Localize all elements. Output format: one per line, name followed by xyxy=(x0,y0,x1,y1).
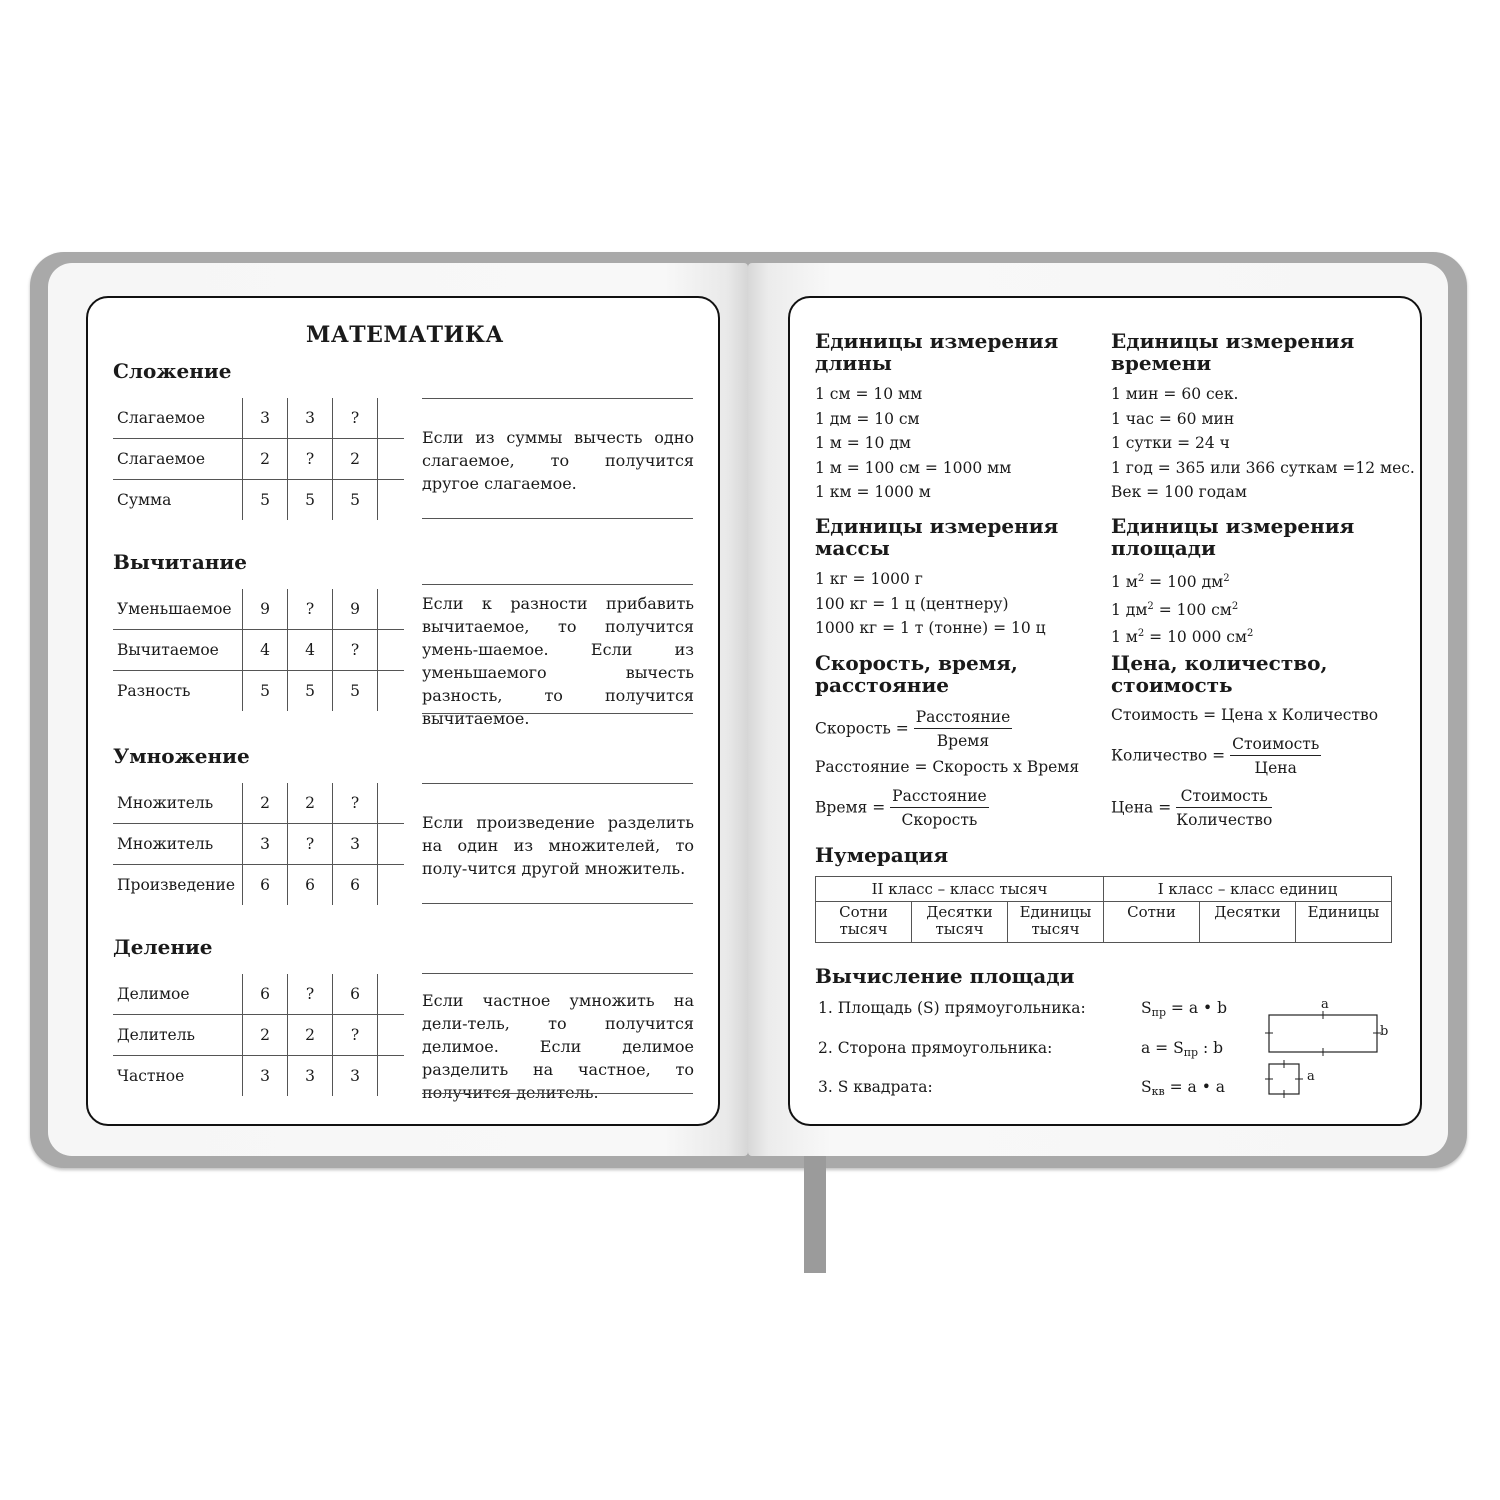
cell: 6 xyxy=(243,865,288,906)
table-row xyxy=(113,974,404,1015)
area-calc-formula-2 xyxy=(1141,1039,1223,1059)
formula-lhs: Скорость = xyxy=(815,719,909,738)
list-item: 1 дм = 10 см xyxy=(815,409,920,428)
cell-line: Единицы xyxy=(1019,903,1092,921)
cell: 3 xyxy=(243,824,288,865)
cell: 3 xyxy=(333,824,378,865)
cell-line: тысяч xyxy=(935,920,984,938)
superscript: 2 xyxy=(1147,600,1154,612)
fraction xyxy=(914,706,1013,753)
cell: 2 xyxy=(243,439,288,480)
heading-time-units xyxy=(1111,330,1354,374)
list-item: 1 м = 10 дм xyxy=(815,434,911,452)
cell: 9 xyxy=(243,589,288,630)
formula-cost: Стоимость = Цена х Количество xyxy=(1111,706,1379,724)
text: S xyxy=(1141,999,1152,1017)
formula-lhs: Количество = xyxy=(1111,746,1226,765)
heading-area-units xyxy=(1111,515,1354,559)
fraction xyxy=(1176,785,1272,832)
cell-empty xyxy=(378,783,405,824)
list-item: 1000 кг = 1 т (тонне) = 10 ц xyxy=(815,619,1046,637)
cell: 3 xyxy=(243,1056,288,1097)
cell: 2 xyxy=(288,783,333,824)
heading-length-units xyxy=(815,330,1058,374)
row-label: Слагаемое xyxy=(117,409,206,427)
division-table xyxy=(113,974,404,1096)
subtraction-table xyxy=(113,589,404,711)
cell-line: тысяч xyxy=(839,920,888,938)
formula-distance: Расстояние = Скорость х Время xyxy=(815,758,1080,776)
table-row xyxy=(113,398,404,439)
list-item: 1 см = 10 мм xyxy=(815,385,923,403)
cell: 3 xyxy=(243,398,288,439)
mass-units-list xyxy=(815,567,1046,641)
text: = 100 дм xyxy=(1144,573,1224,591)
cell-line: Единицы xyxy=(1307,903,1380,921)
table-row xyxy=(113,630,404,671)
rule-line-bottom xyxy=(422,903,693,904)
list-item: 1 год = 365 или 366 суткам =12 мес. xyxy=(1111,458,1415,477)
heading-line: Единицы измерения xyxy=(1111,329,1355,353)
rule-text-subtraction: Если к разности прибавить вычитаемое, то получится умень-шаемое. Если из уменьшаемого вычесть разность, то получится вычитаемое. xyxy=(422,594,694,728)
heading-mass-units xyxy=(815,515,1058,559)
rule-line-top xyxy=(422,398,693,399)
cell: 6 xyxy=(243,974,288,1015)
cell: ? xyxy=(333,398,378,439)
heading-line: Цена, количество, xyxy=(1111,651,1328,675)
superscript: 2 xyxy=(1223,573,1230,584)
text: : b xyxy=(1198,1039,1224,1057)
formula-time xyxy=(815,785,989,832)
row-label: Уменьшаемое xyxy=(117,600,232,618)
list-item: 1 мин = 60 сек. xyxy=(1111,385,1239,403)
list-item: 1 м = 100 см = 1000 мм xyxy=(815,458,1012,477)
denominator: Количество xyxy=(1176,811,1273,829)
cell: 2 xyxy=(333,439,378,480)
addition-table xyxy=(113,398,404,520)
area-diagrams xyxy=(1262,998,1402,1098)
cell: 5 xyxy=(288,480,333,521)
row-label: Слагаемое xyxy=(113,439,243,480)
heading-speed xyxy=(815,652,1018,696)
cell: 5 xyxy=(288,671,333,712)
formula-quantity xyxy=(1111,733,1321,780)
cell: ? xyxy=(333,1015,378,1056)
cell-empty xyxy=(378,824,405,865)
section-heading-addition: Сложение xyxy=(113,359,232,383)
diagram-label-b: b xyxy=(1380,1024,1389,1039)
cell: 9 xyxy=(333,589,378,630)
table-row xyxy=(113,589,404,630)
rule-text-addition: Если из суммы вычесть одно слагаемое, то получится другое слагаемое. xyxy=(422,428,694,493)
cell-line: Десятки xyxy=(926,903,993,921)
cell: 4 xyxy=(288,630,333,671)
cell-empty xyxy=(378,630,405,671)
heading-line: площади xyxy=(1111,536,1216,560)
cell: 3 xyxy=(288,398,333,439)
numerator: Стоимость xyxy=(1230,733,1321,756)
text: 1 м xyxy=(1111,573,1138,591)
text: = 10 000 см xyxy=(1144,628,1247,646)
rule-line-top xyxy=(422,973,693,974)
table-row xyxy=(113,1056,404,1097)
superscript: 2 xyxy=(1231,600,1239,612)
heading-line: Единицы измерения xyxy=(1111,514,1355,538)
heading-line: времени xyxy=(1111,351,1212,375)
denominator: Цена xyxy=(1254,759,1297,777)
list-item: 1 км = 1000 м xyxy=(815,483,931,501)
cell xyxy=(1200,902,1296,943)
cell: ? xyxy=(288,974,333,1015)
subscript: пр xyxy=(1151,1006,1166,1019)
numerator: Расстояние xyxy=(890,785,989,808)
length-units-list xyxy=(815,382,1011,505)
rule-line-top xyxy=(422,584,693,585)
cell-line: Сотни xyxy=(839,903,888,921)
text: = a • a xyxy=(1164,1078,1226,1096)
cell: 5 xyxy=(243,480,288,521)
table-row xyxy=(816,902,1392,943)
heading-numeration: Нумерация xyxy=(815,843,949,867)
list-item: 1 час = 60 мин xyxy=(1111,409,1235,428)
cell-line: Десятки xyxy=(1214,903,1281,921)
cell-line: тысяч xyxy=(1031,920,1080,938)
list-item: 1 кг = 1000 г xyxy=(815,570,923,588)
table-row xyxy=(113,1015,404,1056)
table-row xyxy=(113,865,404,906)
heading-area-calc: Вычисление площади xyxy=(815,964,1075,988)
bookmark-ribbon xyxy=(804,1156,826,1273)
list-item xyxy=(1111,595,1253,623)
cell xyxy=(1104,902,1200,943)
diagram-label-square: a xyxy=(1307,1069,1315,1084)
cell xyxy=(816,902,912,943)
superscript: 2 xyxy=(1246,628,1254,639)
formula-lhs: Цена = xyxy=(1111,798,1172,817)
text: 1 дм xyxy=(1111,600,1148,619)
multiplication-table xyxy=(113,783,404,905)
rule-line-bottom xyxy=(422,713,693,714)
row-label: Вычитаемое xyxy=(113,630,243,671)
cell: ? xyxy=(333,630,378,671)
formula-lhs: Время = xyxy=(815,798,886,817)
rectangle-diagram xyxy=(1269,1015,1377,1052)
list-item xyxy=(1111,567,1253,595)
area-calc-formula-1 xyxy=(1141,999,1227,1019)
cell: 5 xyxy=(333,671,378,712)
heading-line: расстояние xyxy=(815,673,950,697)
section-heading-division: Деление xyxy=(113,935,213,959)
cell: 5 xyxy=(243,671,288,712)
area-calc-item-3: 3. S квадрата: xyxy=(818,1078,933,1096)
table-row xyxy=(113,480,404,521)
class-thousands: II класс – класс тысяч xyxy=(816,877,1104,902)
rule-text-division: Если частное умножить на дели-тель, то получится делимое. Если делимое разделить на частное, то получится делитель. xyxy=(422,991,694,1102)
cell: 6 xyxy=(288,865,333,906)
row-label: Делимое xyxy=(117,985,190,1003)
heading-line: Единицы измерения xyxy=(815,329,1059,353)
cell xyxy=(1296,902,1392,943)
text: 1 м xyxy=(1111,628,1138,646)
cell: 3 xyxy=(288,1056,333,1097)
text: a = S xyxy=(1141,1039,1184,1057)
table-row xyxy=(113,671,404,712)
cell: ? xyxy=(333,783,378,824)
list-item: Век = 100 годам xyxy=(1111,483,1247,501)
list-item: 1 сутки = 24 ч xyxy=(1111,434,1230,452)
cell-empty xyxy=(378,671,405,712)
cell-line: Сотни xyxy=(1127,903,1176,921)
row-label: Сумма xyxy=(113,480,243,521)
cell: 5 xyxy=(333,480,378,521)
cell-empty xyxy=(378,398,405,439)
cell: 6 xyxy=(333,865,378,906)
table-row xyxy=(113,783,404,824)
denominator: Время xyxy=(936,732,990,750)
list-item: 100 кг = 1 ц (центнеру) xyxy=(815,594,1009,613)
row-label: Множитель xyxy=(117,794,214,812)
area-calc-item-2: 2. Сторона прямоугольника: xyxy=(818,1039,1053,1057)
formula-speed xyxy=(815,706,1012,753)
cell-empty xyxy=(378,589,405,630)
heading-line: Скорость, время, xyxy=(815,651,1018,675)
cell-empty xyxy=(378,480,405,521)
cell: ? xyxy=(288,589,333,630)
table-row xyxy=(113,824,404,865)
cell xyxy=(912,902,1008,943)
heading-line: стоимость xyxy=(1111,673,1233,697)
cell: ? xyxy=(288,439,333,480)
table-row xyxy=(113,439,404,480)
superscript: 2 xyxy=(1137,573,1145,584)
denominator: Скорость xyxy=(901,811,978,829)
list-item xyxy=(1111,622,1253,650)
numeration-table xyxy=(815,876,1392,943)
area-units-list xyxy=(1111,567,1253,650)
subscript: пр xyxy=(1183,1046,1199,1059)
fraction xyxy=(1230,733,1321,780)
diagram-label-a: a xyxy=(1321,997,1329,1012)
numerator: Расстояние xyxy=(914,706,1013,729)
section-heading-subtraction: Вычитание xyxy=(113,550,247,574)
rule-line-top xyxy=(422,783,693,784)
superscript: 2 xyxy=(1137,628,1145,639)
square-diagram xyxy=(1269,1064,1299,1094)
heading-line: длины xyxy=(815,351,892,375)
heading-line: Единицы измерения xyxy=(815,514,1059,538)
section-heading-multiplication: Умножение xyxy=(113,744,250,768)
formula-price xyxy=(1111,785,1272,832)
row-label: Разность xyxy=(113,671,243,712)
cell: ? xyxy=(288,824,333,865)
area-calc-formula-3 xyxy=(1141,1078,1225,1098)
table-row xyxy=(816,877,1392,902)
numerator: Стоимость xyxy=(1176,785,1272,808)
cell: 4 xyxy=(243,630,288,671)
row-label: Частное xyxy=(113,1056,243,1097)
text: = a • b xyxy=(1166,999,1228,1017)
heading-price xyxy=(1111,652,1327,696)
heading-line: массы xyxy=(815,536,890,560)
text: S xyxy=(1141,1078,1152,1096)
cell-empty xyxy=(378,974,405,1015)
class-units: I класс – класс единиц xyxy=(1104,877,1392,902)
cell-empty xyxy=(378,439,405,480)
cell: 3 xyxy=(333,1056,378,1097)
row-label: Множитель xyxy=(113,824,243,865)
cell: 2 xyxy=(243,1015,288,1056)
cell: 2 xyxy=(288,1015,333,1056)
cell: 2 xyxy=(243,783,288,824)
rule-line-bottom xyxy=(422,518,693,519)
cell xyxy=(1008,902,1104,943)
row-label: Делитель xyxy=(113,1015,243,1056)
area-calc-item-1: 1. Площадь (S) прямоугольника: xyxy=(818,999,1086,1017)
subscript: кв xyxy=(1151,1085,1165,1098)
text: = 100 см xyxy=(1153,600,1232,619)
cell: 6 xyxy=(333,974,378,1015)
time-units-list xyxy=(1111,382,1415,505)
cell-empty xyxy=(378,865,405,906)
cell-empty xyxy=(378,1056,405,1097)
cell-empty xyxy=(378,1015,405,1056)
row-label: Произведение xyxy=(113,865,243,906)
rule-line-bottom xyxy=(422,1093,693,1094)
rule-text-multiplication: Если произведение разделить на один из множителей, то полу-чится другой множитель. xyxy=(422,813,694,878)
fraction xyxy=(890,785,989,832)
page-title: МАТЕМАТИКА xyxy=(306,322,504,348)
